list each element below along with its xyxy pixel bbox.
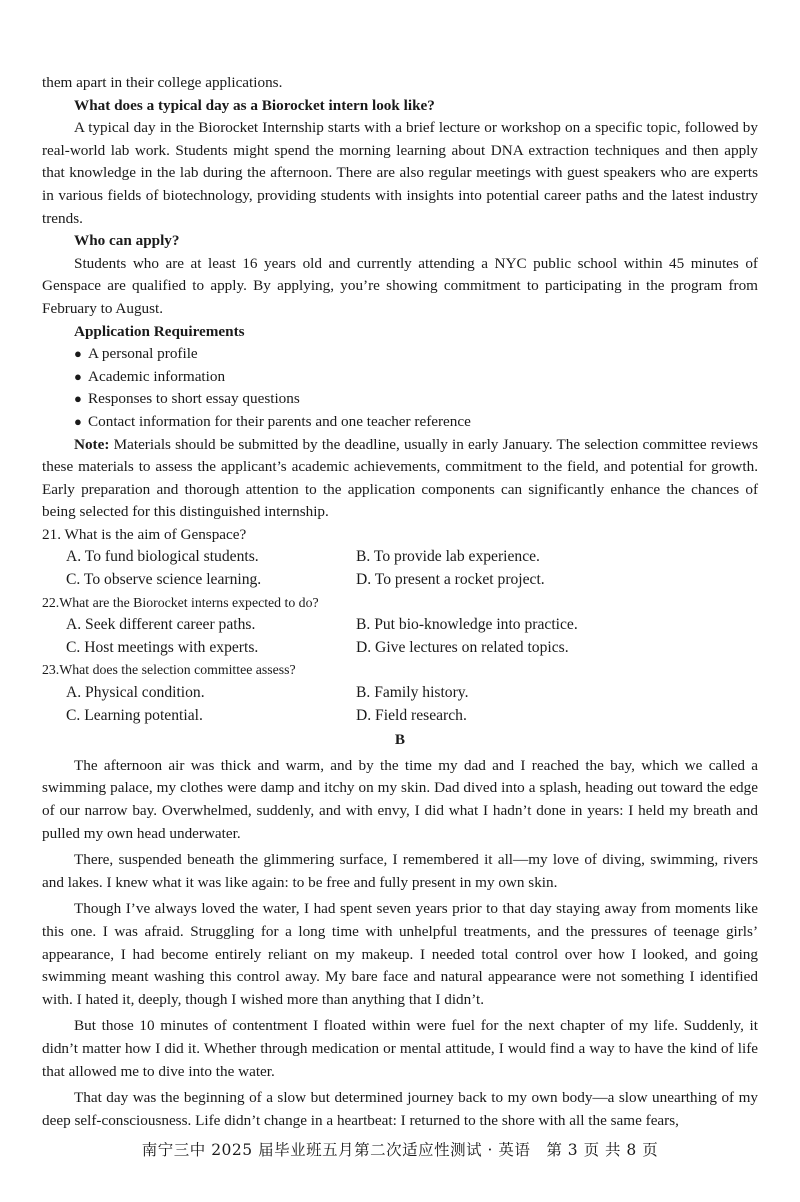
bullet-icon: ● <box>74 346 82 362</box>
requirement-item <box>42 388 758 411</box>
requirement-item <box>42 411 758 434</box>
option-c: C. Learning potential. <box>66 706 203 724</box>
typical-day-paragraph: A typical day in the Biorocket Internship starts with a brief lecture or workshop on a specific topic, followed by real-world lab work. Students might spend the morning learning about DNA extraction techniques and then apply that knowledge in the lab during the afternoon. There are also regular meetings with guest speakers who are experts in various fields of biotechnology, providing students with insights into potential career paths and the latest industry trends. <box>42 119 758 227</box>
question-stem: 21. What is the aim of Genspace? <box>42 525 247 543</box>
option-a: A. Seek different career paths. <box>66 616 256 634</box>
passage-a-lead: them apart in their college applications. <box>42 74 283 91</box>
option-c: C. To observe science learning. <box>66 571 262 589</box>
note-paragraph <box>42 434 758 524</box>
option-d: D. To present a rocket project. <box>356 571 545 589</box>
option-b: B. Put bio-knowledge into practice. <box>356 616 578 634</box>
passage-b-paragraph: There, suspended beneath the glimmering surface, I remembered it all—my love of diving, swimming, rivers and lakes. I knew what it was like again: to be free and fully present in my own skin. <box>42 851 758 891</box>
bullet-icon: ● <box>74 413 82 429</box>
requirement-item <box>42 343 758 366</box>
requirement-text: A personal profile <box>88 345 198 363</box>
requirements-list <box>42 343 758 433</box>
who-can-apply-heading: Who can apply? <box>74 232 180 250</box>
bullet-icon: ● <box>74 368 82 384</box>
option-d: D. Field research. <box>356 706 467 724</box>
option-b: B. To provide lab experience. <box>356 548 540 566</box>
bullet-icon: ● <box>74 391 82 407</box>
option-a: A. To fund biological students. <box>66 548 259 566</box>
passage-b-paragraph: That day was the beginning of a slow but determined journey back to my own body—a slow unearthing of my deep self-consciousness. Life didn’t change in a heartbeat: I returned to the shore with all the same fears, <box>42 1089 758 1129</box>
page-footer: 南宁三中 2025 届毕业班五月第二次适应性测试 · 英语 第 3 页 共 8 页 <box>141 1141 659 1159</box>
page-content <box>42 72 758 1132</box>
requirement-item <box>42 366 758 389</box>
note-text: Materials should be submitted by the deadline, usually in early January. The selection committee reviews these materials to assess the applicant’s academic achievements, commitment to the field, and potential for growth. Early preparation and thorough attention to the application components can significantly enhance the chances of being selected for this distinguished internship. <box>42 435 758 521</box>
section-b-label: B <box>394 731 406 749</box>
option-d: D. Give lectures on related topics. <box>356 638 569 656</box>
option-b: B. Family history. <box>356 684 469 702</box>
requirement-text: Contact information for their parents and one teacher reference <box>88 412 471 430</box>
requirement-text: Academic information <box>88 367 226 385</box>
question-22 <box>42 592 758 660</box>
option-c: C. Host meetings with experts. <box>66 638 259 656</box>
passage-b-paragraph: Though I’ve always loved the water, I had spent seven years prior to that day staying away from moments like this one. I was afraid. Struggling for a long time with unhelpful treatments, and the pressures of teenage girls’ appearance, I had become entirely reliant on my makeup. I needed total control over how I looked, and going swimming meant washing this control away. My bare face and natural appearance were not something I identified with. I hated it, deeply, though I wished more than anything that I didn’t. <box>42 900 758 1008</box>
option-a: A. Physical condition. <box>66 684 205 702</box>
who-can-apply-paragraph: Students who are at least 16 years old and currently attending a NYC public school within 45 minutes of Genspace are qualified to apply. By applying, you’re showing commitment to participating in the program from February to August. <box>42 254 758 317</box>
question-stem: 22.What are the Biorocket interns expected to do? <box>42 594 319 610</box>
question-21 <box>42 524 758 592</box>
passage-b-paragraph: The afternoon air was thick and warm, and by the time my dad and I reached the bay, which we called a swimming palace, my clothes were damp and itchy on my skin. Dad dived into a splash, heading out toward the edge of our narrow bay. Overwhelmed, suddenly, and with envy, I did what I hadn’t done in years: I held my breath and pulled my own head underwater. <box>42 756 758 842</box>
passage-b-paragraph: But those 10 minutes of contentment I floated within were fuel for the next chapter of my life. Suddenly, it didn’t matter how I did it. Whether through medication or mental attitude, I would find a way to have the kind of life that allowed me to dive into the water. <box>42 1017 758 1080</box>
requirement-text: Responses to short essay questions <box>88 390 300 408</box>
typical-day-heading: What does a typical day as a Biorocket intern look like? <box>74 96 435 114</box>
requirements-heading: Application Requirements <box>74 322 245 340</box>
question-23 <box>42 659 758 727</box>
note-label: Note: <box>74 435 110 453</box>
question-stem: 23.What does the selection committee assess? <box>42 662 296 678</box>
